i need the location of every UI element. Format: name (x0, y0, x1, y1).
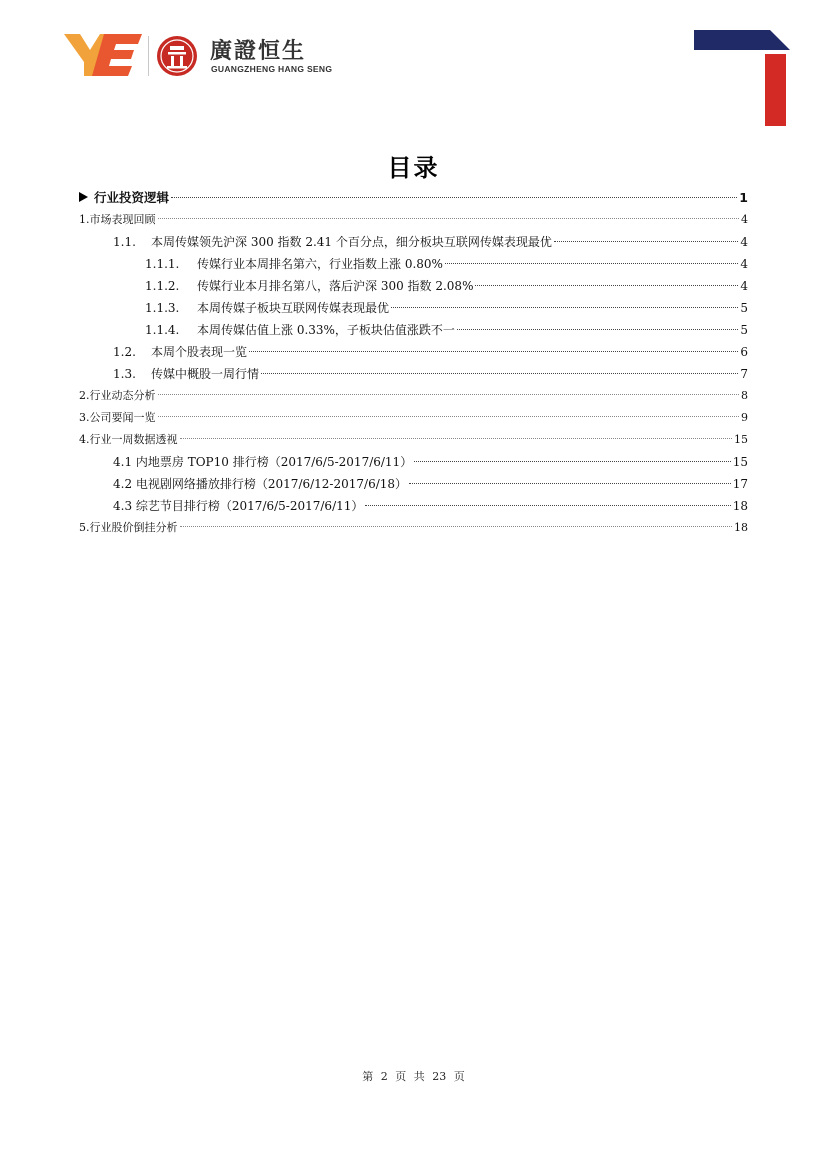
toc-entry[interactable] (79, 473, 748, 495)
toc-entry-title: 3.公司要闻一览 (79, 411, 156, 424)
dot-leader (457, 329, 738, 330)
toc-entry[interactable] (79, 363, 748, 385)
toc-entry[interactable] (79, 209, 748, 231)
toc-entry[interactable] (79, 385, 748, 407)
dot-leader (475, 285, 738, 286)
toc-entry-number: 1.1.4. (145, 323, 180, 337)
corner-decoration (694, 30, 790, 126)
toc-entry-page-number: 15 (732, 455, 748, 469)
toc-entry-number: 1.1. (113, 235, 136, 249)
toc-entry-title: 4.3 综艺节目排行榜（2017/6/5-2017/6/11） (113, 499, 364, 513)
toc-entry-title: 本周传媒领先沪深 300 指数 2.41 个百分点，细分板块互联网传媒表现最优 (151, 235, 552, 249)
toc-entry-page-number: 18 (734, 521, 748, 534)
toc-entry-page-number: 7 (740, 367, 748, 381)
arrow-bullet-icon (79, 192, 88, 202)
dot-leader (445, 263, 738, 264)
toc-entry-title: 5.行业股价倒挂分析 (79, 521, 178, 534)
dot-leader (414, 461, 731, 462)
toc-entry-page-number: 17 (732, 477, 748, 491)
toc-entry-page-number: 8 (741, 389, 748, 402)
toc-entry-page-number: 4 (740, 279, 748, 293)
logo-divider (148, 36, 149, 76)
toc-entry-page-number: 4 (740, 235, 748, 249)
toc-title: 目录 (387, 154, 440, 182)
toc-entry[interactable] (79, 187, 748, 209)
ye-logo-icon (64, 32, 142, 76)
toc-entry-number: 1.1.3. (145, 301, 180, 315)
toc-entry-title: 4.1 内地票房 TOP10 排行榜（2017/6/5-2017/6/11） (113, 455, 413, 469)
page-footer: 第 2 页 共 23 页 (362, 1070, 465, 1083)
toc-entry-number: 1.3. (113, 367, 136, 381)
toc-entry[interactable] (79, 231, 748, 253)
toc-entry-page-number: 4 (741, 213, 748, 226)
dot-leader (554, 241, 738, 242)
toc-entry[interactable] (79, 297, 748, 319)
toc-entry[interactable] (79, 407, 748, 429)
dot-leader (365, 505, 730, 506)
toc-entry-page-number: 6 (740, 345, 748, 359)
toc-entry[interactable] (79, 517, 748, 539)
table-of-contents (79, 187, 748, 539)
toc-entry-title: 4.2 电视剧网络播放排行榜（2017/6/12-2017/6/18） (113, 477, 408, 491)
dot-leader (180, 438, 733, 439)
dot-leader (158, 416, 740, 417)
toc-entry-title: 行业投资逻辑 (94, 190, 170, 205)
toc-entry-number: 1.2. (113, 345, 136, 359)
toc-entry-title: 传媒中概股一周行情 (151, 367, 260, 381)
toc-entry[interactable] (79, 495, 748, 517)
dot-leader (171, 197, 737, 198)
toc-entry-page-number: 18 (732, 499, 748, 513)
toc-entry-title: 传媒行业本月排名第八，落后沪深 300 指数 2.08% (197, 279, 474, 293)
toc-entry-page-number: 9 (741, 411, 748, 424)
toc-entry-page-number: 15 (734, 433, 748, 446)
toc-entry-page-number: 4 (740, 257, 748, 271)
dot-leader (249, 351, 738, 352)
toc-entry-page-number: 5 (740, 323, 748, 337)
brand-name-cn: 廣證恒生 (210, 39, 307, 64)
toc-entry-page-number: 1 (739, 190, 748, 205)
toc-entry-title: 1.市场表现回顾 (79, 213, 156, 226)
dot-leader (158, 218, 740, 219)
toc-entry-title: 本周传媒子板块互联网传媒表现最优 (197, 301, 390, 315)
toc-entry-title: 4.行业一周数据透视 (79, 433, 178, 446)
toc-entry-title: 2.行业动态分析 (79, 389, 156, 402)
toc-entry-number: 1.1.1. (145, 257, 180, 271)
dot-leader (391, 307, 738, 308)
toc-entry-title: 本周传媒估值上涨 0.33%，子板块估值涨跌不一 (197, 323, 455, 337)
toc-entry-title: 本周个股表现一览 (151, 345, 248, 359)
dot-leader (409, 483, 731, 484)
brand-name-en: GUANGZHENG HANG SENG (211, 64, 333, 74)
dot-leader (158, 394, 740, 395)
page-header (64, 30, 364, 80)
dot-leader (180, 526, 733, 527)
toc-entry[interactable] (79, 341, 748, 363)
toc-entry[interactable] (79, 429, 748, 451)
toc-entry-number: 1.1.2. (145, 279, 180, 293)
guangzheng-emblem-icon (155, 34, 199, 78)
dot-leader (261, 373, 738, 374)
toc-entry[interactable] (79, 319, 748, 341)
toc-entry[interactable] (79, 253, 748, 275)
toc-entry-page-number: 5 (740, 301, 748, 315)
toc-entry[interactable] (79, 275, 748, 297)
toc-entry-title: 传媒行业本周排名第六，行业指数上涨 0.80% (197, 257, 443, 271)
toc-entry[interactable] (79, 451, 748, 473)
